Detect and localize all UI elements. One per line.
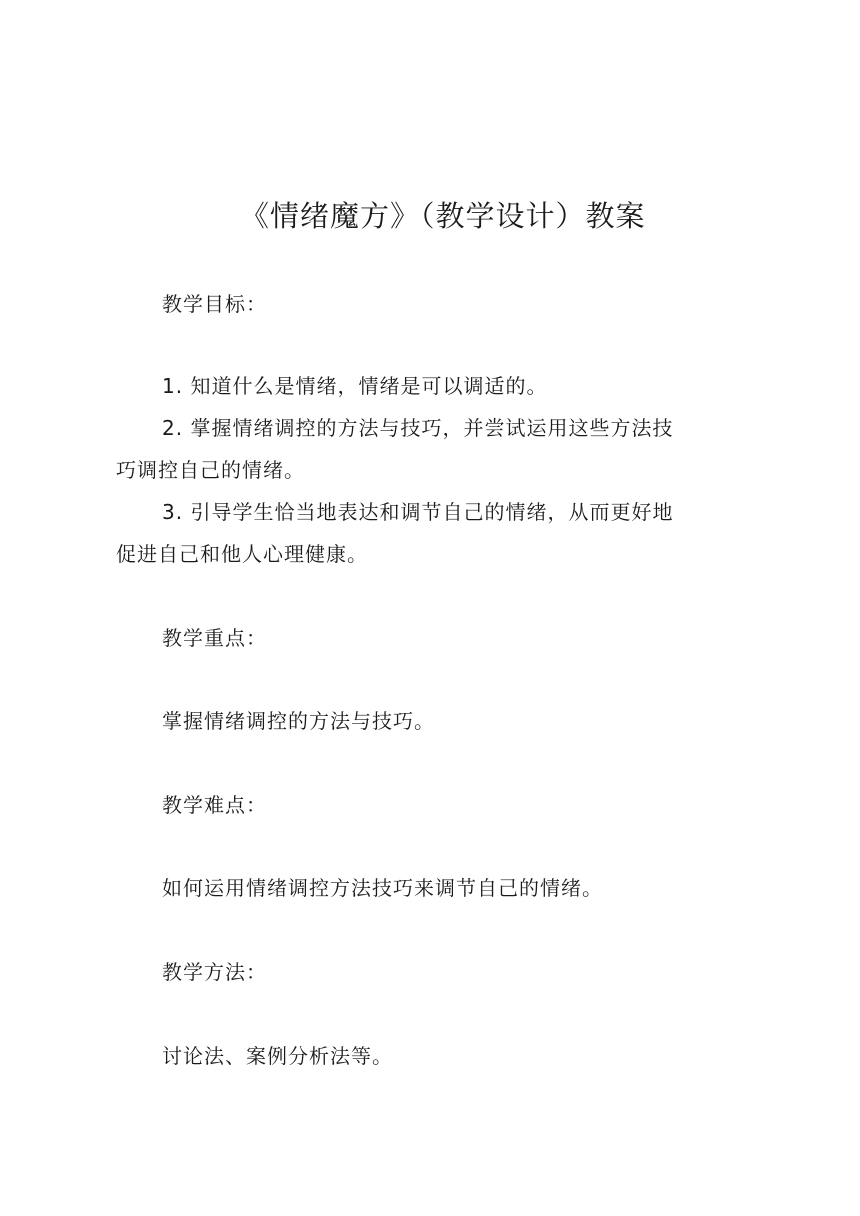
objective-item-3-line-1: 3. 引导学生恰当地表达和调节自己的情绪，从而更好地 — [162, 500, 674, 524]
difficulties-content: 如何运用情绪调控方法技巧来调节自己的情绪。 — [162, 876, 603, 900]
objectives-heading: 教学目标： — [162, 292, 267, 316]
document-title: 《情绪魔方》（教学设计）教案 — [240, 199, 646, 233]
objective-item-3-line-2: 促进自己和他人心理健康。 — [116, 542, 368, 566]
methods-content: 讨论法、案例分析法等。 — [162, 1044, 393, 1068]
key-points-content: 掌握情绪调控的方法与技巧。 — [162, 709, 435, 733]
difficulties-heading: 教学难点： — [162, 793, 267, 817]
objective-item-2-line-1: 2. 掌握情绪调控的方法与技巧，并尝试运用这些方法技 — [162, 416, 674, 440]
objective-item-2-line-2: 巧调控自己的情绪。 — [116, 458, 305, 482]
objective-item-1: 1. 知道什么是情绪，情绪是可以调适的。 — [162, 374, 548, 398]
methods-heading: 教学方法： — [162, 960, 267, 984]
key-points-heading: 教学重点： — [162, 626, 267, 650]
